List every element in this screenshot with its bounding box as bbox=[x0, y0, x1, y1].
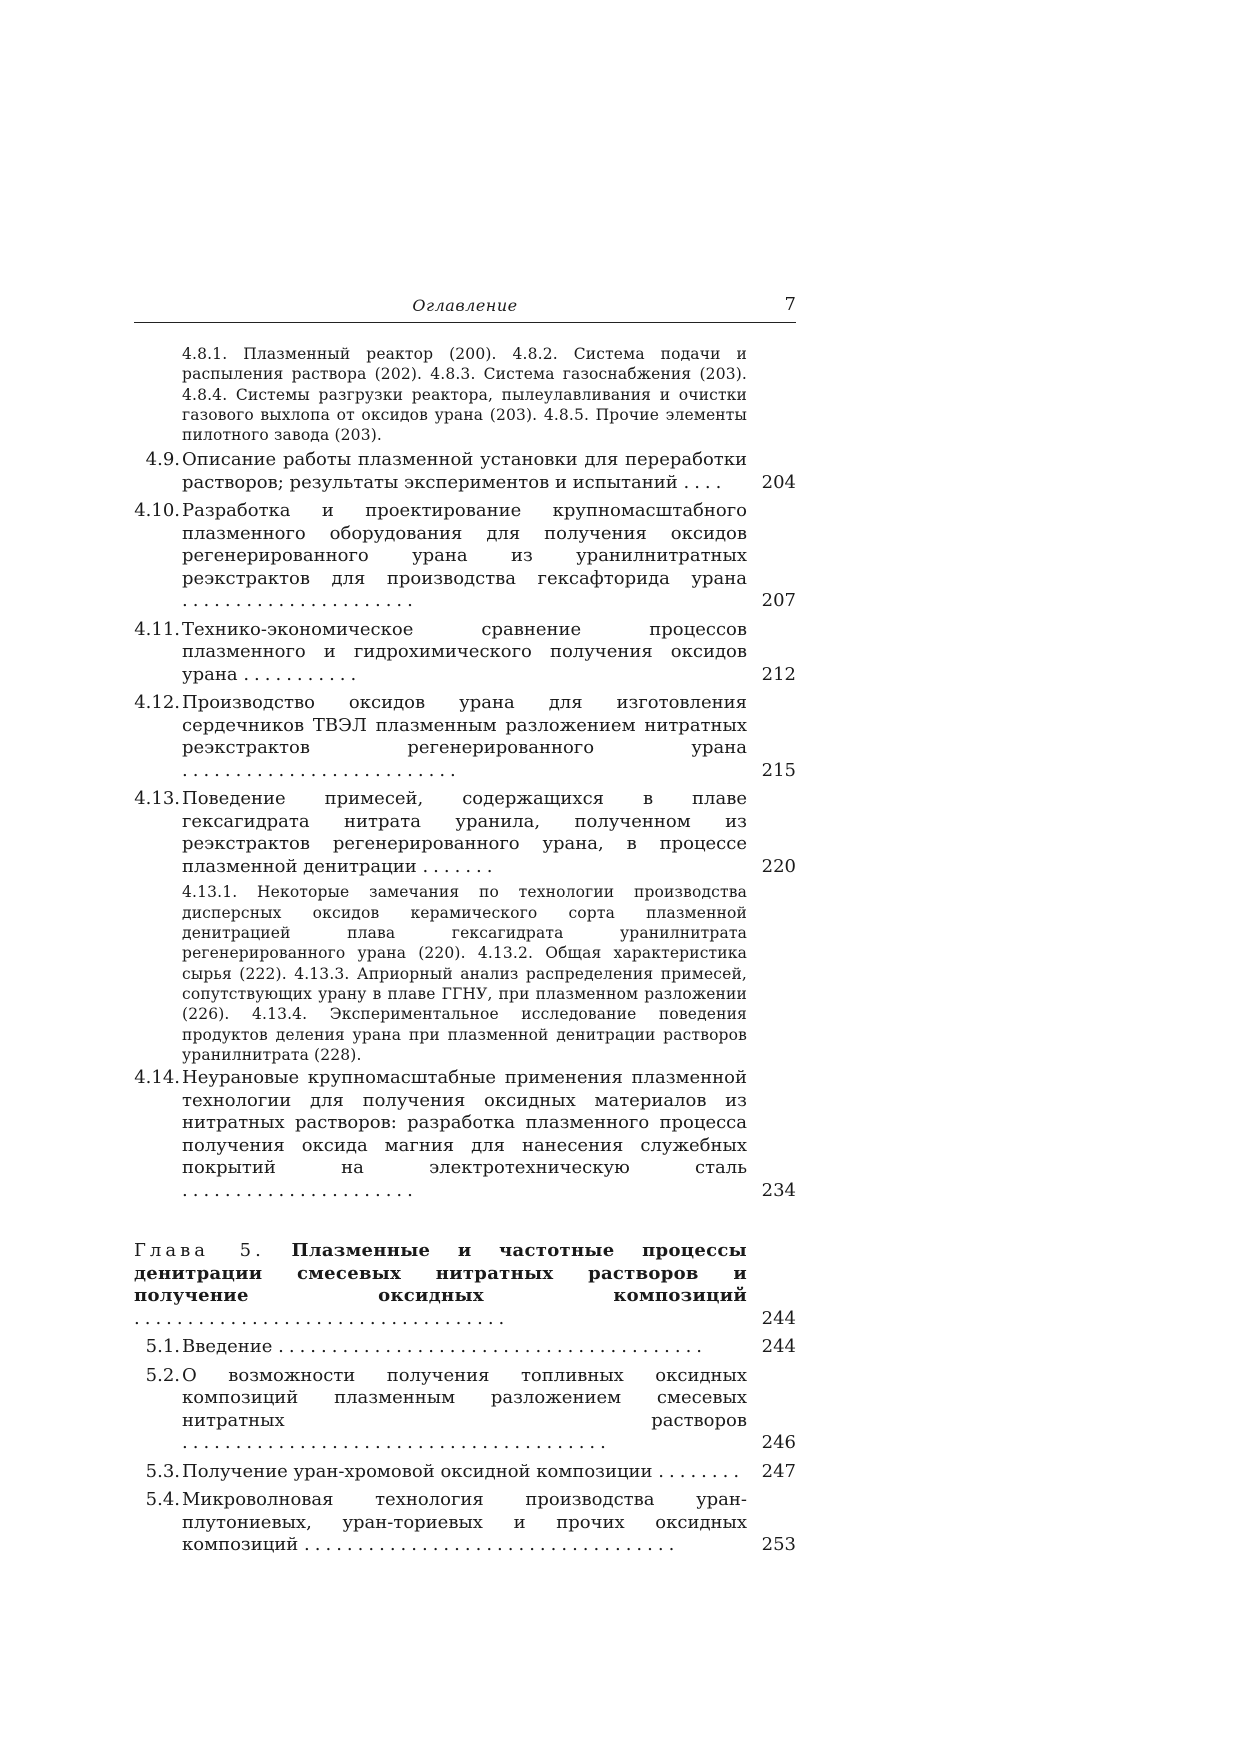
leader-dots: .... bbox=[683, 471, 727, 493]
toc-entry-number: 4.13. bbox=[134, 788, 180, 810]
toc-entry-4-8-subsections bbox=[134, 344, 796, 445]
toc-entry-title: Поведение примесей, содержащихся в плаве гексагидрата нитрата уранила, полученном из реэкстрактов регенерированного урана, в процессе плазменной денитрации ....... bbox=[182, 788, 747, 877]
toc-page-number: 246 bbox=[761, 1432, 796, 1454]
toc-entry-title: Введение ........................................ bbox=[182, 1336, 708, 1358]
chapter-heading bbox=[134, 1240, 747, 1330]
toc-entry-4-14[interactable] bbox=[134, 1067, 796, 1202]
toc-entry-number: 4.14. bbox=[134, 1067, 180, 1089]
toc-chapter-5[interactable] bbox=[134, 1240, 796, 1330]
toc-entry-number: 4.12. bbox=[134, 692, 180, 714]
toc-page-number: 212 bbox=[761, 663, 796, 685]
toc-page-number: 204 bbox=[761, 471, 796, 493]
toc-entry-title: Разработка и проектирование крупномасштабного плазменного оборудования для получения оксидов регенерированного урана из уранилнитратных реэкстрактов для производства гексафторида урана ...................... bbox=[182, 500, 747, 612]
toc-page-number: 207 bbox=[761, 590, 796, 612]
toc-entry-5-1[interactable] bbox=[134, 1336, 796, 1359]
toc-entry-5-3[interactable] bbox=[134, 1461, 796, 1484]
toc-entry-5-2[interactable] bbox=[134, 1365, 796, 1455]
toc-entry-4-9[interactable] bbox=[134, 449, 796, 494]
toc-entry-title: Неурановые крупномасштабные применения плазменной технологии для получения оксидных материалов из нитратных растворов: разработка плазменного процесса получения оксида магния для нанесения служебных покрытий на электротехническую сталь ...................... bbox=[182, 1067, 747, 1201]
toc-page-number: 215 bbox=[761, 759, 796, 781]
leader-dots: ........... bbox=[243, 663, 362, 685]
toc-entry-4-13[interactable] bbox=[134, 788, 796, 1065]
toc-entry-title: Описание работы плазменной установки для переработки растворов; результаты экспериментов и испытаний .... bbox=[182, 449, 747, 493]
toc-page-number: 244 bbox=[761, 1307, 796, 1329]
toc-entry-number: 5.1. bbox=[145, 1336, 180, 1358]
leader-dots: ........................................ bbox=[182, 1432, 611, 1454]
toc-entry-title: О возможности получения топливных оксидных композиций плазменным разложением смесевых нитратных растворов ........................................ bbox=[182, 1364, 747, 1454]
chapter-label: Глава 5. bbox=[134, 1240, 265, 1262]
toc-page-number: 220 bbox=[761, 855, 796, 877]
leader-dots: ................................... bbox=[134, 1307, 510, 1329]
toc-entry-number: 5.2. bbox=[145, 1364, 180, 1386]
leader-dots: ...................... bbox=[182, 590, 418, 612]
leader-dots: ................................... bbox=[304, 1534, 680, 1556]
toc-entry-number: 4.10. bbox=[134, 500, 180, 522]
toc-subsections: 4.8.1. Плазменный реактор (200). 4.8.2. Система подачи и распыления раствора (202). 4.8.3. Система газоснабжения (203). 4.8.4. Системы разгрузки реактора, пылеулавливания и очистки газового выхлопа от оксидов урана (203). 4.8.5. Прочие элементы пилотного завода (203). bbox=[182, 345, 747, 445]
chapter-title: Плазменные и частотные процессы денитрации смесевых нитратных растворов и получение оксидных композиций bbox=[134, 1240, 747, 1307]
leader-dots: ........ bbox=[658, 1460, 745, 1482]
toc-entry-4-11[interactable] bbox=[134, 619, 796, 687]
toc-entry-5-4[interactable] bbox=[134, 1489, 796, 1557]
leader-dots: .......................... bbox=[182, 759, 461, 781]
page-number: 7 bbox=[784, 294, 796, 315]
table-of-contents bbox=[134, 344, 796, 1557]
toc-entry-4-10[interactable] bbox=[134, 500, 796, 613]
leader-dots: ....... bbox=[422, 855, 498, 877]
toc-entry-title: Получение уран-хромовой оксидной композиции ........ bbox=[182, 1460, 745, 1482]
toc-entry-4-12[interactable] bbox=[134, 692, 796, 782]
running-header bbox=[134, 296, 796, 323]
toc-entry-title: Технико-экономическое сравнение процессов плазменного и гидрохимического получения оксидов урана ........... bbox=[182, 618, 747, 685]
running-header-title: Оглавление bbox=[412, 296, 518, 315]
toc-page-number: 253 bbox=[761, 1534, 796, 1556]
toc-page-number: 234 bbox=[761, 1179, 796, 1201]
toc-entry-title: Микроволновая технология производства уран-плутониевых, уран-ториевых и прочих оксидных композиций ................................... bbox=[182, 1489, 747, 1556]
toc-entry-title: Производство оксидов урана для изготовления сердечников ТВЭЛ плазменным разложением нитратных реэкстрактов регенерированного урана .......................... bbox=[182, 692, 747, 781]
toc-entry-number: 4.11. bbox=[134, 618, 180, 640]
toc-entry-number: 5.4. bbox=[145, 1489, 180, 1511]
toc-entry-number: 4.9. bbox=[145, 449, 180, 471]
leader-dots: ........................................ bbox=[278, 1336, 708, 1358]
toc-page-number: 247 bbox=[761, 1460, 796, 1482]
toc-subsections: 4.13.1. Некоторые замечания по технологии производства дисперсных оксидов керамического сорта плазменной денитрацией плава гексагидрата уранилнитрата регенерированного урана (220). 4.13.2. Общая характеристика сырья (222). 4.13.3. Априорный анализ распределения примесей, сопутствующих урану в плаве ГГНУ, при плазменном разложении (226). 4.13.4. Экспериментальное исследование поведения продуктов деления урана при плазменной денитрации растворов уранилнитрата (228). bbox=[182, 883, 747, 1064]
toc-entry-number: 5.3. bbox=[145, 1460, 180, 1482]
toc-page-number: 244 bbox=[761, 1336, 796, 1358]
leader-dots: ...................... bbox=[182, 1179, 418, 1201]
